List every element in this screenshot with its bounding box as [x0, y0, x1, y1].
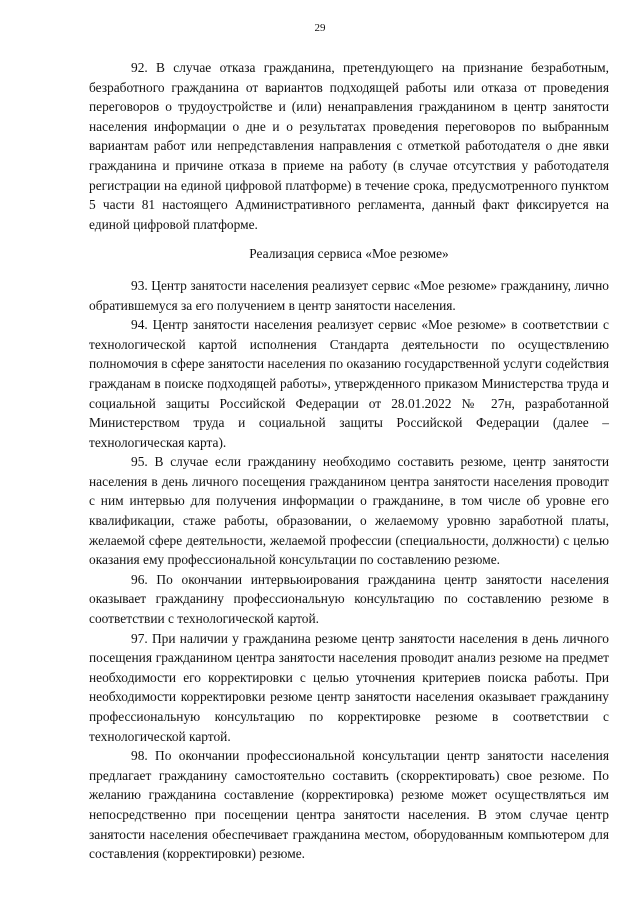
paragraph-92: 92. В случае отказа гражданина, претендующего на признание безработным, безработного гражданина от вариантов подходящей работы или отказа от проведения переговоров о трудоустройстве и (или) ненаправления гражданином в центр занятости населения информации о дне и о результатах проведения переговоров по выбранным вариантам работ или непредставления направления с отметкой работодателя о дне явки гражданина и причине отказа в приеме на работу (в случае отсутствия у работодателя регистрации на единой цифровой платформе) в течение срока, предусмотренного пунктом 5 части 81 настоящего Административного регламента, данный факт фиксируется на единой цифровой платформе. — [89, 60, 609, 232]
paragraph-98: 98. По окончании профессиональной консультации центр занятости населения предлагает гражданину самостоятельно составить (скорректировать) свое резюме. По желанию гражданина составление (корректировка) резюме может осуществляться им непосредственно при посещении центра занятости населения. В этом случае центр занятости населения обеспечивает гражданина местом, оборудованным компьютером для составления (корректировки) резюме. — [89, 748, 609, 862]
paragraph-95: 95. В случае если гражданину необходимо составить резюме, центр занятости населения в день личного посещения гражданином центра занятости населения проводит с ним интервью для получения информации о гражданине, в том числе об уровне его квалификации, стаже работы, образовании, о желаемому уровню заработной платы, желаемой сфере деятельности, желаемой профессии (специальности, должности) с целью оказания ему профессиональной консультации по составлению резюме. — [89, 454, 609, 568]
page-number: 29 — [314, 22, 326, 34]
paragraph-96: 96. По окончании интервьюирования гражданина центр занятости населения оказывает гражданину профессиональную консультацию по составлению резюме в соответствии с технологической картой. — [89, 571, 609, 627]
paragraph-93: 93. Центр занятости населения реализует сервис «Мое резюме» гражданину, лично обратившемуся за его получением в центр занятости населения. — [89, 277, 609, 313]
paragraph-94: 94. Центр занятости населения реализует сервис «Мое резюме» в соответствии с технологической картой исполнения Стандарта деятельности по осуществлению полномочия в сфере занятости населения по оказанию государственной услуги содействия гражданам в поиске подходящей работы», утвержденного приказом Министерства труда и социальной защиты Российской Федерации от 28.01.2022 № 27н, разработанной Министерством труда и социальной защиты Российской Федерации (далее – технологическая карта). — [89, 317, 609, 450]
page-body — [89, 58, 609, 864]
paragraph-97: 97. При наличии у гражданина резюме центр занятости населения в день личного посещения гражданином центра занятости населения проводит анализ резюме на предмет необходимости его корректировки с целью уточнения критериев поиска работы. При необходимости корректировки резюме центр занятости населения оказывает гражданину профессиональную консультацию по корректировке резюме в соответствии с технологической картой. — [89, 630, 609, 744]
section-heading: Реализация сервиса «Мое резюме» — [249, 246, 449, 262]
